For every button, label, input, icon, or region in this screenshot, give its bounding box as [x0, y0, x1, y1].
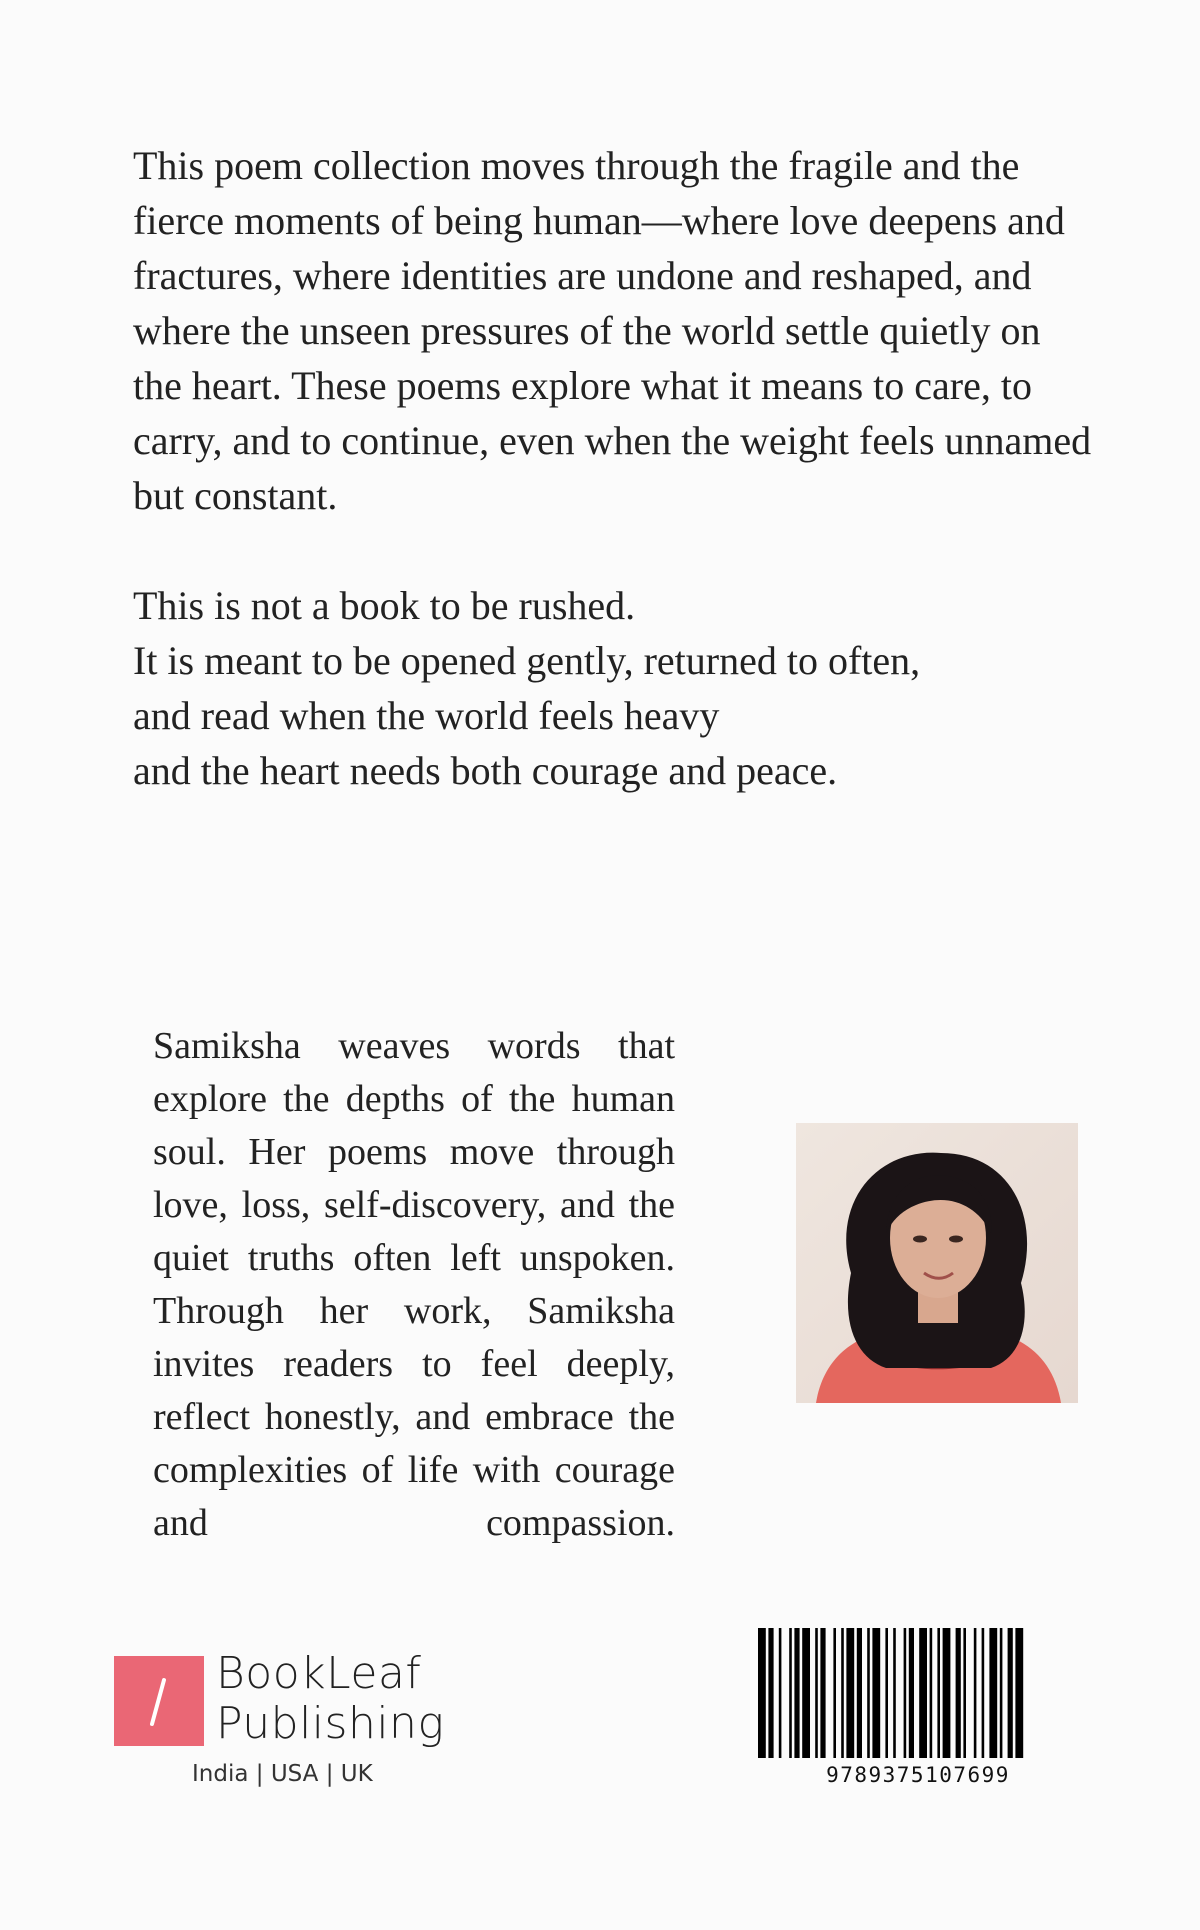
barcode-bar [1015, 1628, 1023, 1758]
barcode-bar [802, 1628, 810, 1758]
author-photo [796, 1123, 1078, 1403]
blurb-line: and the heart needs both courage and peace. [133, 748, 838, 793]
barcode-bar [820, 1628, 825, 1758]
barcode-bar [930, 1628, 933, 1758]
barcode-bar [758, 1628, 766, 1758]
barcode-bar [857, 1628, 862, 1758]
barcode-bar [904, 1628, 907, 1758]
barcode [758, 1628, 1078, 1758]
barcode-bar [794, 1628, 799, 1758]
barcode-bar [956, 1628, 961, 1758]
blurb-closing-lines [133, 578, 920, 798]
publisher-logo [114, 1648, 454, 1750]
barcode-bar [867, 1628, 870, 1758]
blurb-line: It is meant to be opened gently, returned to often, [133, 638, 921, 683]
barcode-bar [846, 1628, 854, 1758]
barcode-bar [815, 1628, 818, 1758]
publisher-name: Publishing [216, 1698, 445, 1749]
barcode-bar [1008, 1628, 1013, 1758]
barcode-bar [974, 1628, 977, 1758]
blurb-paragraph: This poem collection moves through the fragile and the fierce moments of being human—where love deepens and fractures, where identities are undone and reshaped, and where the unseen pressures of the world settle quietly on the heart. These poems explore what it means to care, to carry, and to continue, even when the weight feels unnamed but constant. [133, 143, 1092, 518]
barcode-bar [989, 1628, 997, 1758]
blurb-line: This is not a book to be rushed. [133, 583, 636, 628]
barcode-bar [841, 1628, 844, 1758]
barcode-bar [937, 1628, 940, 1758]
barcode-bar [963, 1628, 966, 1758]
barcode-bar [779, 1628, 782, 1758]
barcode-bar [789, 1628, 792, 1758]
publisher-name: BookLeaf [216, 1648, 422, 1699]
barcode-bar [885, 1628, 888, 1758]
isbn-number: 9789375107699 [826, 1763, 1010, 1787]
barcode-bar [1000, 1628, 1003, 1758]
barcode-bar [909, 1628, 914, 1758]
barcode-bar [872, 1628, 880, 1758]
blurb-line: and read when the world feels heavy [133, 693, 720, 738]
publisher-regions: India | USA | UK [192, 1761, 373, 1787]
barcode-bar [919, 1628, 927, 1758]
barcode-bar [982, 1628, 985, 1758]
barcode-bar [768, 1628, 773, 1758]
barcode-bar [943, 1628, 951, 1758]
barcode-bar [893, 1628, 896, 1758]
author-bio: Samiksha weaves words that explore the depths of the human soul. Her poems move through love, loss, self-discovery, and the quiet truths often left unspoken. Through her work, Samiksha invites readers to feel deeply, reflect honestly, and embrace the complexities of life with courage and compassion. [153, 1025, 675, 1544]
book-blurb [133, 138, 1093, 523]
slash-icon [114, 1656, 204, 1746]
barcode-bar [833, 1628, 836, 1758]
